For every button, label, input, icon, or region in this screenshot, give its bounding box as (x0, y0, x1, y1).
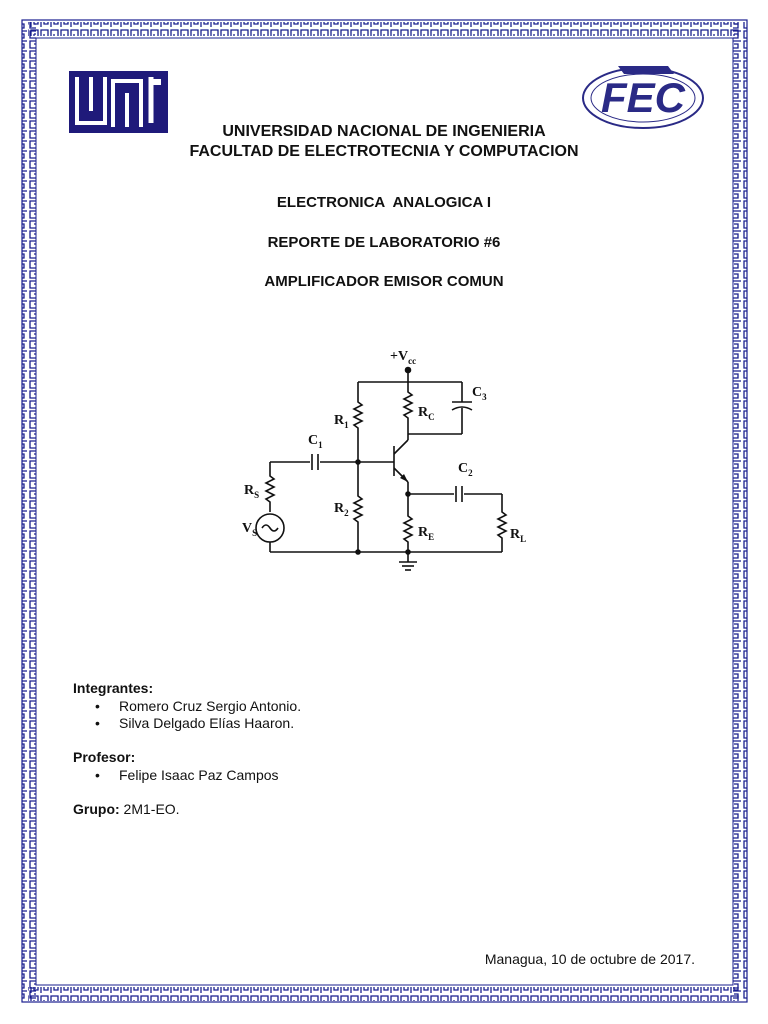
label-re: $R_E$ (418, 525, 435, 542)
university-name: UNIVERSIDAD NACIONAL DE INGENIERIA (222, 123, 546, 140)
label-rs: $R_S$ (244, 483, 260, 500)
label-c1: $C_1$ (308, 433, 323, 450)
grupo-value: 2M1-EO. (123, 801, 180, 817)
report-title: REPORTE DE LABORATORIO #6 (267, 234, 501, 251)
list-item: • Felipe Isaac Paz Campos (73, 767, 279, 784)
grupo-label: Grupo: (73, 801, 120, 817)
label-rl: $R_L$ (510, 527, 527, 544)
institution-header (0, 122, 768, 162)
faculty-name: FACULTAD DE ELECTROTECNIA Y COMPUTACION (189, 143, 579, 160)
label-rc: $R_C$ (418, 405, 435, 422)
integrantes-list (73, 698, 301, 732)
label-c2: $C_2$ (458, 461, 473, 478)
label-r2: $R_2$ (334, 501, 349, 518)
course-title: ELECTRONICA ANALOGICA I (276, 194, 492, 211)
profesor-label: Profesor: (73, 749, 136, 765)
label-vcc: $+V_{cc}$ (390, 349, 417, 366)
integrantes-label: Integrantes: (73, 680, 154, 696)
topic-title: AMPLIFICADOR EMISOR COMUN (264, 273, 504, 290)
grupo-line (73, 801, 180, 817)
list-item: • Silva Delgado Elías Haaron. (73, 715, 301, 732)
label-c3: $C_3$ (472, 385, 487, 402)
label-vs: $V_S$ (242, 521, 258, 538)
list-item: • Romero Cruz Sergio Antonio. (73, 698, 301, 715)
date-line: Managua, 10 de octubre de 2017. (484, 951, 695, 967)
circuit-diagram (240, 340, 530, 580)
profesor-list (73, 767, 279, 784)
label-r1: $R_1$ (334, 413, 349, 430)
svg-text:FEC: FEC (601, 74, 685, 121)
